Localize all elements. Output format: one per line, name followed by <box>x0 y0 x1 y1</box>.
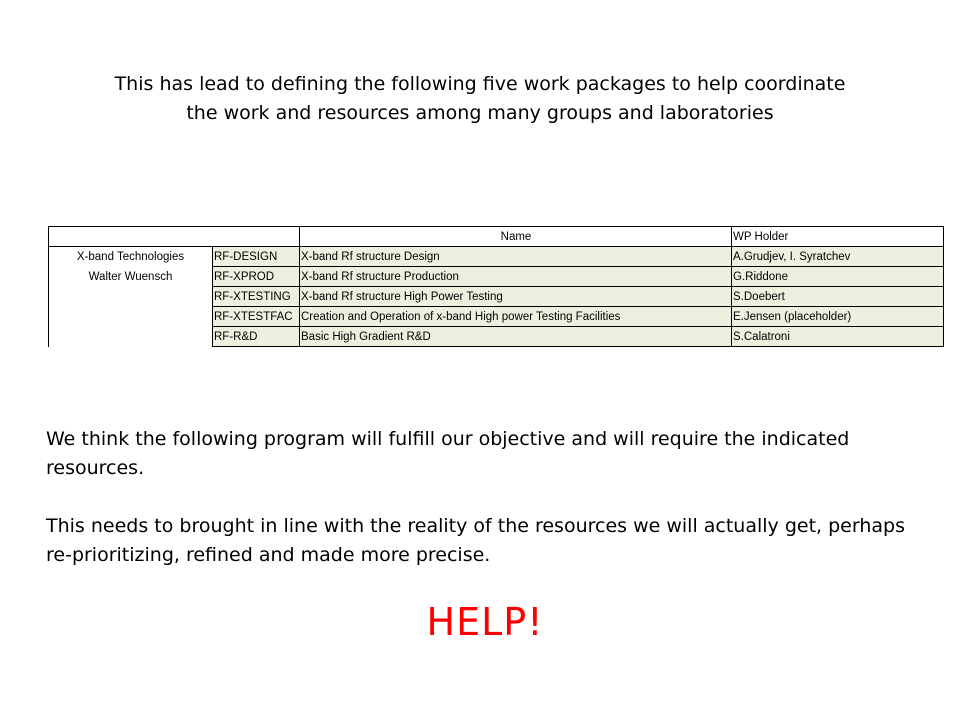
wp-holder-cell: A.Grudjev, I. Syratchev <box>732 247 944 267</box>
resources-paragraph: This needs to brought in line with the reality of the resources we will actually get, perhaps re-prioritizing, refined and made more precise. <box>46 515 905 566</box>
wp-name-cell: Creation and Operation of x-band High power Testing Facilities <box>300 307 732 327</box>
help-callout: HELP! <box>426 600 544 644</box>
wp-holder-cell: G.Riddone <box>732 267 944 287</box>
wp-code-cell: RF-XPROD <box>213 267 300 287</box>
wp-name-cell: X-band Rf structure High Power Testing <box>300 287 732 307</box>
header-blank-cell <box>49 227 213 247</box>
slide-heading <box>60 70 900 128</box>
wp-code-cell: RF-XTESTFAC <box>213 307 300 327</box>
wp-code-cell: RF-DESIGN <box>213 247 300 267</box>
wp-code-cell: RF-XTESTING <box>213 287 300 307</box>
header-name-cell: Name <box>300 227 732 247</box>
objective-paragraph: We think the following program will fulfill our objective and will require the indicated resources. <box>46 428 850 479</box>
group-leader: Walter Wuensch <box>88 271 173 283</box>
header-blank-cell <box>213 227 300 247</box>
wp-holder-cell: E.Jensen (placeholder) <box>732 307 944 327</box>
wp-name-cell: Basic High Gradient R&D <box>300 327 732 347</box>
wp-code-cell: RF-R&D <box>213 327 300 347</box>
group-title: X-band Technologies <box>76 251 185 263</box>
header-holder-cell: WP Holder <box>732 227 944 247</box>
group-cell <box>49 247 213 347</box>
wp-holder-cell: S.Doebert <box>732 287 944 307</box>
wp-name-cell: X-band Rf structure Production <box>300 267 732 287</box>
table-row <box>49 247 944 267</box>
table-header-row <box>49 227 944 247</box>
wp-holder-cell: S.Calatroni <box>732 327 944 347</box>
work-package-table <box>48 226 944 347</box>
wp-name-cell: X-band Rf structure Design <box>300 247 732 267</box>
heading-line-1: This has lead to defining the following five work packages to help coordinate <box>114 73 846 95</box>
heading-line-2: the work and resources among many groups and laboratories <box>186 102 774 124</box>
